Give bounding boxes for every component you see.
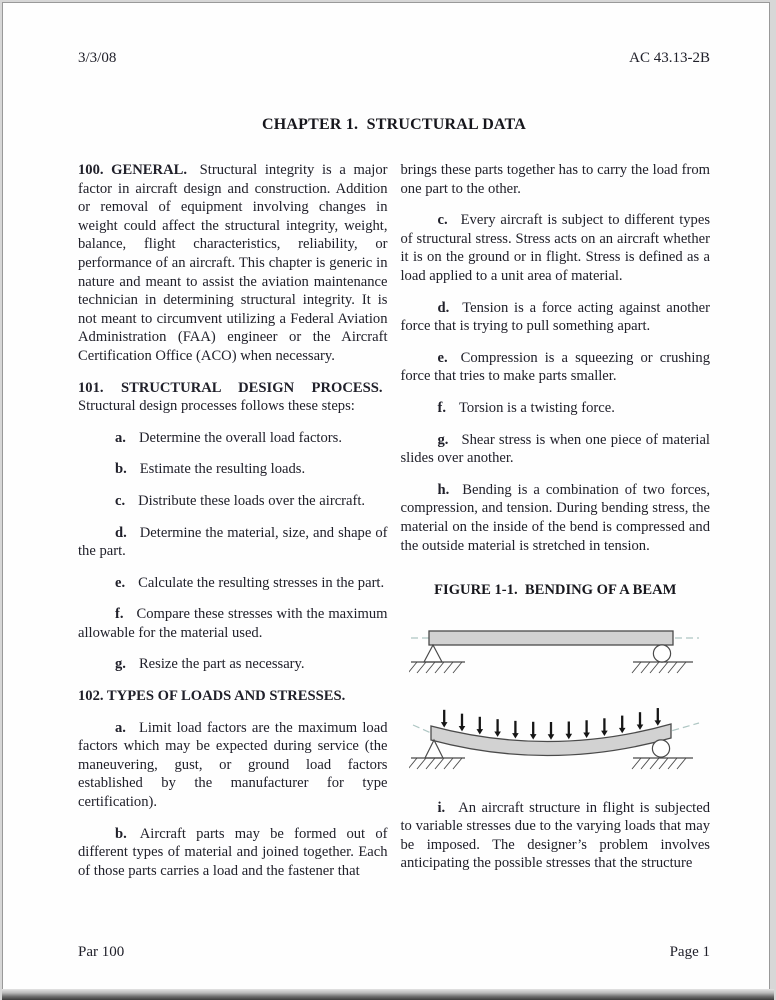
item-letter: e. bbox=[115, 574, 126, 591]
item-letter: b. bbox=[115, 461, 127, 478]
item-text: Distribute these loads over the aircraft. bbox=[138, 492, 366, 509]
item-text: Aircraft parts may be formed out of different types of material and joined together. Each of those parts carries a load and the fastener that bbox=[78, 825, 388, 879]
item-letter: g. bbox=[115, 656, 126, 673]
two-column-body bbox=[78, 161, 710, 893]
item-letter: b. bbox=[115, 825, 127, 842]
list-item-g bbox=[401, 431, 711, 468]
ground-hatching bbox=[409, 758, 462, 769]
item-text: Every aircraft is subject to different types of structural stress. Stress acts on an aircraft whether it is on the ground or in flight. Stress is defined as a load applied to a unit area of material. bbox=[400, 212, 710, 284]
page-header bbox=[78, 3, 710, 67]
ground-hatching bbox=[632, 758, 686, 769]
pin-support-icon bbox=[424, 645, 442, 662]
figure-1-1-beam-diagrams bbox=[401, 621, 711, 785]
paragraph-102b-continuation bbox=[401, 161, 711, 198]
list-item-e bbox=[401, 349, 711, 386]
paragraph-text: Structural integrity is a major factor in aircraft design and construction. Addition or removal of equipment involving changes in weight could affect the structural integrity, weight, balance, flight characteristics, reliability, or performance of an aircraft. This chapter is generic in nature and meant to assist the aviation maintenance technician in determining structural integrity. It is not meant to circumvent utilizing a Federal Aviation Administration (FAA) engineer or the Aircraft Certification Office (ACO) when necessary. bbox=[78, 162, 388, 364]
header-date: 3/3/08 bbox=[78, 50, 117, 66]
list-item-c bbox=[401, 211, 711, 285]
straight-beam bbox=[429, 631, 673, 645]
item-text: Compression is a squeezing or crushing force that tries to make parts smaller. bbox=[400, 349, 710, 385]
item-text: Determine the material, size, and shape of the part. bbox=[78, 524, 388, 560]
item-letter: d. bbox=[115, 524, 127, 541]
roller-support-icon bbox=[654, 645, 671, 662]
list-item-b bbox=[78, 460, 388, 479]
footer-page-number: Page 1 bbox=[669, 944, 710, 960]
paragraph-100 bbox=[78, 161, 388, 366]
item-text: Resize the part as necessary. bbox=[138, 656, 305, 673]
item-letter: f. bbox=[437, 399, 447, 416]
page-footer bbox=[78, 944, 710, 961]
item-letter: f. bbox=[115, 606, 124, 623]
item-text: Calculate the resulting stresses in the part. bbox=[138, 574, 385, 591]
item-text: Torsion is a twisting force. bbox=[459, 399, 615, 416]
paragraph-text: brings these parts together has to carry the load from one part to the other. bbox=[400, 162, 710, 197]
footer-paragraph-ref: Par 100 bbox=[78, 944, 125, 960]
item-letter: c. bbox=[437, 212, 448, 229]
ground-hatching bbox=[409, 662, 462, 673]
list-item-c bbox=[78, 492, 388, 511]
bent-beam-diagram bbox=[409, 701, 701, 785]
document-page bbox=[2, 2, 770, 990]
paragraph-102-heading: 102. TYPES OF LOADS AND STRESSES. bbox=[78, 688, 346, 705]
item-text: Compare these stresses with the maximum allowable for the material used. bbox=[78, 606, 388, 641]
item-letter: i. bbox=[437, 799, 446, 816]
item-text: Tension is a force acting against another force that is trying to pull something apart. bbox=[400, 299, 710, 335]
list-item-g bbox=[78, 655, 388, 674]
list-item-f bbox=[401, 399, 711, 418]
roller-support-icon bbox=[653, 740, 670, 757]
item-text: An aircraft structure in flight is subjected to variable stresses due to the varying loads that may be imposed. The designer’s problem involves anticipating the possible stresses that the structure bbox=[400, 799, 710, 872]
item-letter: g. bbox=[437, 431, 449, 448]
list-item-h bbox=[401, 481, 711, 555]
item-letter: d. bbox=[437, 299, 450, 316]
list-item-b bbox=[78, 825, 388, 881]
item-letter: c. bbox=[115, 492, 126, 509]
item-letter: h. bbox=[437, 481, 450, 498]
straight-beam-diagram bbox=[409, 621, 701, 683]
right-column bbox=[401, 161, 711, 893]
item-text: Shear stress is when one piece of material slides over another. bbox=[400, 431, 710, 467]
paragraph-number: 101. STRUCTURAL DESIGN PROCESS. bbox=[78, 379, 383, 396]
list-item-d bbox=[401, 299, 711, 336]
item-letter: a. bbox=[115, 719, 126, 736]
item-letter: a. bbox=[115, 429, 126, 446]
list-item-f bbox=[78, 605, 388, 642]
paragraph-number: 100. GENERAL. bbox=[78, 162, 188, 178]
list-item-i bbox=[401, 799, 711, 873]
item-text: Determine the overall load factors. bbox=[138, 429, 342, 446]
scan-bottom-shadow bbox=[2, 989, 774, 1000]
list-item-a bbox=[78, 429, 388, 448]
list-item-e bbox=[78, 574, 388, 593]
left-column bbox=[78, 161, 388, 893]
item-text: Estimate the resulting loads. bbox=[139, 461, 306, 478]
chapter-title: CHAPTER 1. STRUCTURAL DATA bbox=[262, 116, 526, 133]
ground-hatching bbox=[632, 662, 686, 673]
paragraph-text: Structural design processes follows these steps: bbox=[78, 398, 355, 415]
list-item-d bbox=[78, 524, 388, 561]
item-text: Limit load factors are the maximum load factors which may be expected during service (the maneuvering, gust, or ground load factors established by the manufacturer for type certification). bbox=[78, 719, 388, 811]
paragraph-101 bbox=[78, 379, 388, 416]
figure-1-1-title: FIGURE 1-1. BENDING OF A BEAM bbox=[434, 582, 677, 599]
item-letter: e. bbox=[437, 349, 448, 366]
item-text: Bending is a combination of two forces, compression, and tension. During bending stress, the material on the inside of the bend is compressed and the outside material is stretched in tension. bbox=[400, 481, 710, 554]
header-doc-number: AC 43.13-2B bbox=[629, 50, 710, 66]
list-item-a bbox=[78, 719, 388, 812]
